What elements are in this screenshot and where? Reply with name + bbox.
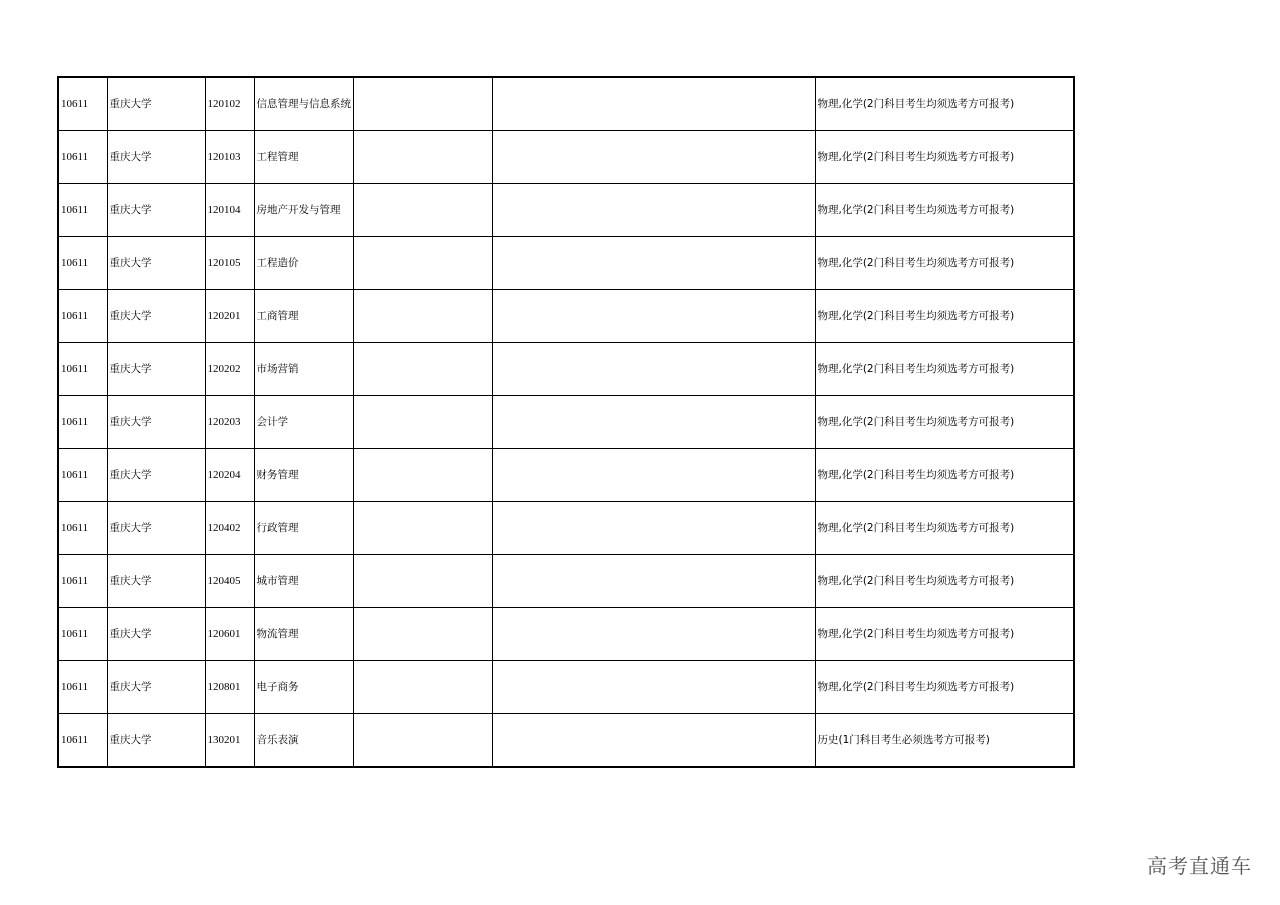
cell-major-name: 房地产开发与管理 xyxy=(254,184,353,237)
cell-major-code: 120102 xyxy=(205,77,254,131)
cell-school-code: 10611 xyxy=(58,661,107,714)
cell-major-code: 120204 xyxy=(205,449,254,502)
cell-subject-requirement: 物理,化学(2门科目考生均须选考方可报考) xyxy=(815,555,1074,608)
cell-school-name: 重庆大学 xyxy=(107,184,205,237)
cell-school-name: 重庆大学 xyxy=(107,77,205,131)
cell-major-name: 电子商务 xyxy=(254,661,353,714)
cell-subject-requirement: 物理,化学(2门科目考生均须选考方可报考) xyxy=(815,290,1074,343)
cell-empty-1 xyxy=(353,343,492,396)
cell-empty-1 xyxy=(353,449,492,502)
cell-school-code: 10611 xyxy=(58,77,107,131)
cell-subject-requirement: 物理,化学(2门科目考生均须选考方可报考) xyxy=(815,184,1074,237)
cell-empty-2 xyxy=(492,555,815,608)
table-row xyxy=(58,714,1074,768)
cell-major-code: 120201 xyxy=(205,290,254,343)
cell-empty-2 xyxy=(492,77,815,131)
table-row xyxy=(58,396,1074,449)
cell-empty-1 xyxy=(353,131,492,184)
table-row xyxy=(58,502,1074,555)
cell-school-name: 重庆大学 xyxy=(107,396,205,449)
cell-major-code: 130201 xyxy=(205,714,254,768)
cell-school-name: 重庆大学 xyxy=(107,449,205,502)
cell-major-code: 120601 xyxy=(205,608,254,661)
cell-empty-2 xyxy=(492,343,815,396)
cell-major-name: 音乐表演 xyxy=(254,714,353,768)
cell-subject-requirement: 物理,化学(2门科目考生均须选考方可报考) xyxy=(815,343,1074,396)
cell-empty-1 xyxy=(353,184,492,237)
cell-empty-1 xyxy=(353,555,492,608)
cell-empty-1 xyxy=(353,77,492,131)
cell-major-code: 120105 xyxy=(205,237,254,290)
cell-school-code: 10611 xyxy=(58,608,107,661)
watermark-logo: 高考直通车 xyxy=(1147,854,1252,878)
cell-school-code: 10611 xyxy=(58,184,107,237)
table-row xyxy=(58,184,1074,237)
cell-school-code: 10611 xyxy=(58,555,107,608)
table-row xyxy=(58,290,1074,343)
cell-school-name: 重庆大学 xyxy=(107,608,205,661)
cell-major-code: 120202 xyxy=(205,343,254,396)
cell-major-name: 财务管理 xyxy=(254,449,353,502)
cell-school-code: 10611 xyxy=(58,237,107,290)
table-row xyxy=(58,608,1074,661)
cell-empty-2 xyxy=(492,396,815,449)
cell-school-name: 重庆大学 xyxy=(107,714,205,768)
table-row xyxy=(58,77,1074,131)
cell-empty-1 xyxy=(353,608,492,661)
cell-major-code: 120801 xyxy=(205,661,254,714)
cell-school-name: 重庆大学 xyxy=(107,290,205,343)
cell-major-name: 城市管理 xyxy=(254,555,353,608)
cell-major-code: 120104 xyxy=(205,184,254,237)
cell-empty-2 xyxy=(492,714,815,768)
cell-school-name: 重庆大学 xyxy=(107,237,205,290)
cell-empty-1 xyxy=(353,290,492,343)
cell-school-code: 10611 xyxy=(58,343,107,396)
cell-empty-2 xyxy=(492,661,815,714)
cell-empty-2 xyxy=(492,608,815,661)
cell-major-name: 工程造价 xyxy=(254,237,353,290)
cell-subject-requirement: 物理,化学(2门科目考生均须选考方可报考) xyxy=(815,237,1074,290)
cell-empty-1 xyxy=(353,714,492,768)
cell-empty-2 xyxy=(492,449,815,502)
cell-empty-2 xyxy=(492,290,815,343)
cell-empty-1 xyxy=(353,237,492,290)
table-row xyxy=(58,343,1074,396)
table-row xyxy=(58,449,1074,502)
cell-major-name: 会计学 xyxy=(254,396,353,449)
cell-subject-requirement: 物理,化学(2门科目考生均须选考方可报考) xyxy=(815,608,1074,661)
cell-empty-1 xyxy=(353,396,492,449)
cell-major-name: 行政管理 xyxy=(254,502,353,555)
table-row xyxy=(58,237,1074,290)
cell-major-code: 120405 xyxy=(205,555,254,608)
cell-empty-2 xyxy=(492,184,815,237)
cell-major-code: 120402 xyxy=(205,502,254,555)
cell-subject-requirement: 物理,化学(2门科目考生均须选考方可报考) xyxy=(815,502,1074,555)
cell-major-name: 工程管理 xyxy=(254,131,353,184)
cell-major-name: 信息管理与信息系统 xyxy=(254,77,353,131)
cell-school-name: 重庆大学 xyxy=(107,131,205,184)
cell-major-name: 工商管理 xyxy=(254,290,353,343)
cell-school-name: 重庆大学 xyxy=(107,555,205,608)
cell-empty-1 xyxy=(353,502,492,555)
table-body xyxy=(58,77,1074,767)
cell-major-name: 物流管理 xyxy=(254,608,353,661)
cell-empty-2 xyxy=(492,131,815,184)
cell-subject-requirement: 历史(1门科目考生必须选考方可报考) xyxy=(815,714,1074,768)
cell-school-name: 重庆大学 xyxy=(107,661,205,714)
cell-subject-requirement: 物理,化学(2门科目考生均须选考方可报考) xyxy=(815,661,1074,714)
cell-empty-2 xyxy=(492,237,815,290)
table-row xyxy=(58,661,1074,714)
cell-subject-requirement: 物理,化学(2门科目考生均须选考方可报考) xyxy=(815,77,1074,131)
cell-school-name: 重庆大学 xyxy=(107,343,205,396)
cell-school-code: 10611 xyxy=(58,290,107,343)
cell-school-code: 10611 xyxy=(58,714,107,768)
cell-major-name: 市场营销 xyxy=(254,343,353,396)
cell-major-code: 120103 xyxy=(205,131,254,184)
cell-major-code: 120203 xyxy=(205,396,254,449)
cell-subject-requirement: 物理,化学(2门科目考生均须选考方可报考) xyxy=(815,396,1074,449)
cell-school-code: 10611 xyxy=(58,502,107,555)
subject-requirements-table xyxy=(57,76,1075,768)
table-row xyxy=(58,131,1074,184)
cell-school-code: 10611 xyxy=(58,396,107,449)
cell-subject-requirement: 物理,化学(2门科目考生均须选考方可报考) xyxy=(815,449,1074,502)
table-row xyxy=(58,555,1074,608)
cell-empty-2 xyxy=(492,502,815,555)
cell-school-code: 10611 xyxy=(58,449,107,502)
cell-subject-requirement: 物理,化学(2门科目考生均须选考方可报考) xyxy=(815,131,1074,184)
cell-school-code: 10611 xyxy=(58,131,107,184)
cell-empty-1 xyxy=(353,661,492,714)
cell-school-name: 重庆大学 xyxy=(107,502,205,555)
